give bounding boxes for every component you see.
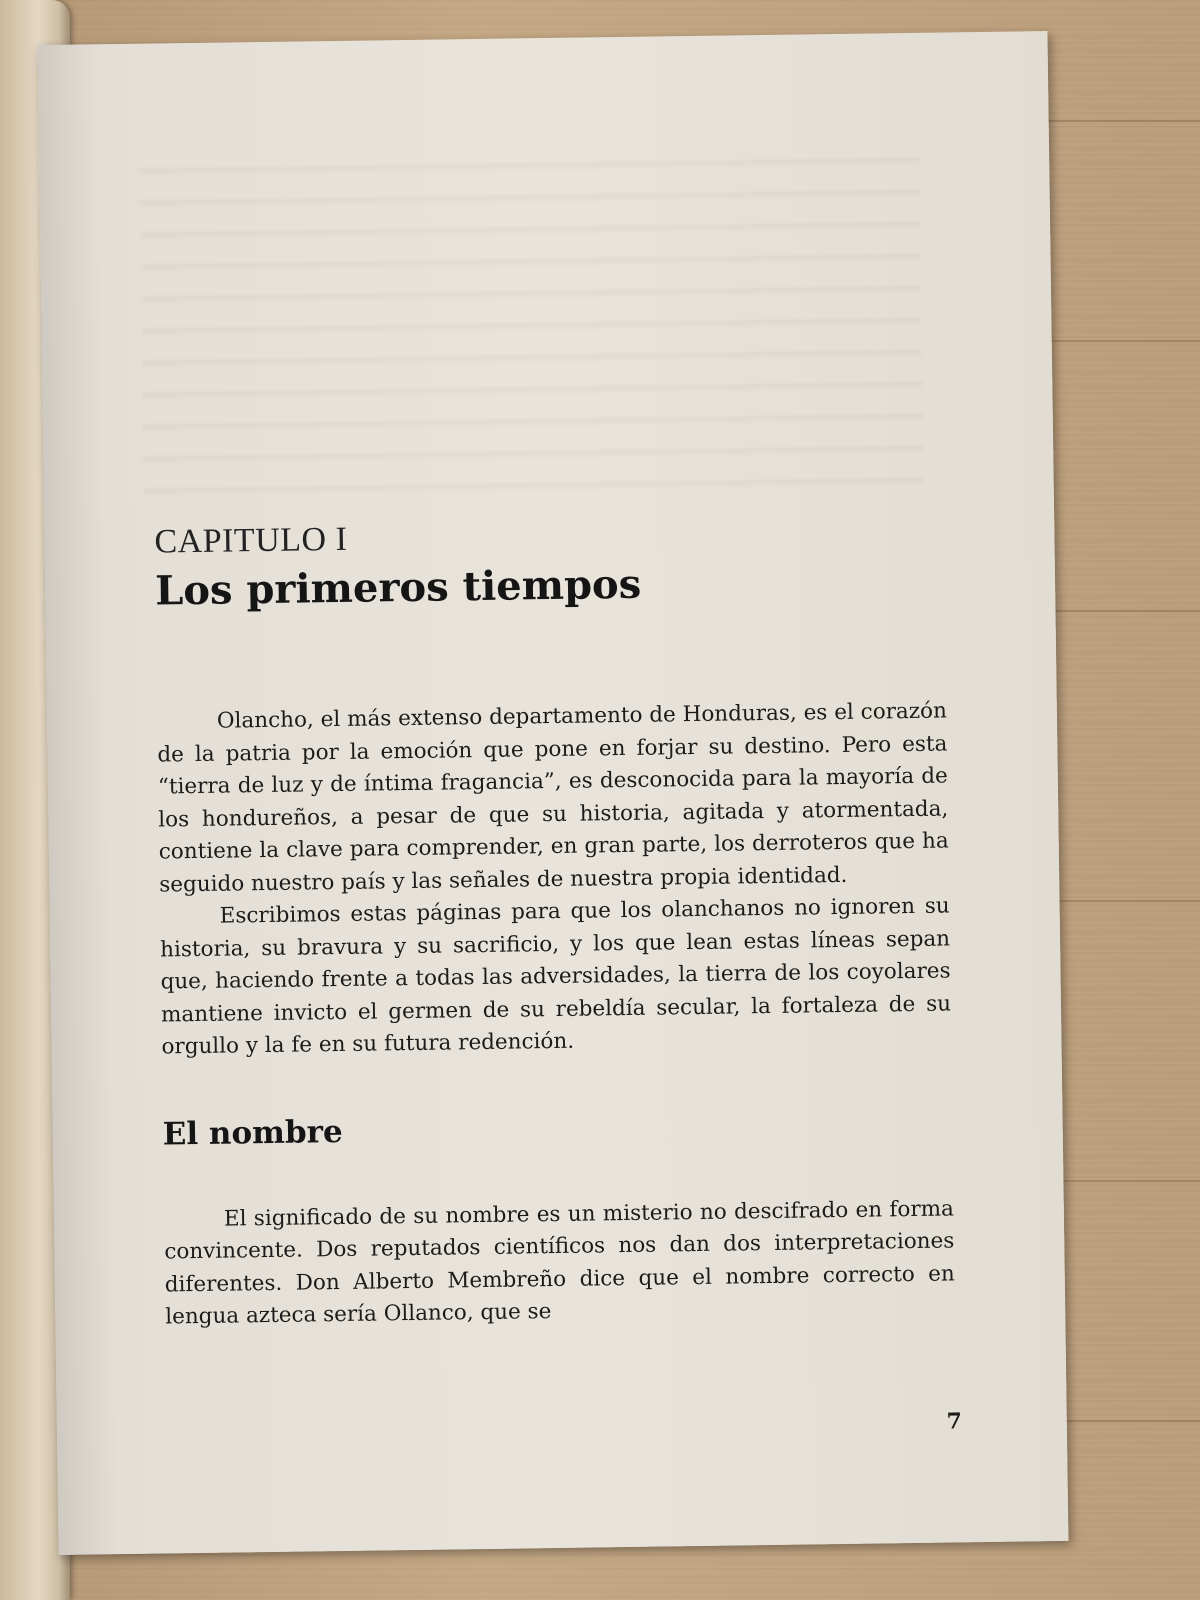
section-title: El nombre <box>162 1113 343 1152</box>
page-content <box>154 513 955 1334</box>
book-page <box>38 31 1069 1555</box>
page-number: 7 <box>946 1408 962 1435</box>
body-paragraph: Escribimos estas páginas para que los olanchanos no ignoren su historia, su bravura y su sacrificio, y los que lean estas líneas sepan que, haciendo frente a todas las adversidades, la tierra de los coyolares mantiene invicto el germen de su rebeldía secular, la fortaleza de su orgullo y la fe en su futura redención. <box>159 893 952 1060</box>
section-paragraph: El significado de su nombre es un misterio no descifrado en forma convincente. Dos reputados científicos nos dan dos interpretaciones diferentes. Don Alberto Membreño dice que el nombre correcto en lengua azteca sería Ollanco, que se <box>164 1195 955 1330</box>
body-paragraph: Olancho, el más extenso departamento de Honduras, es el corazón de la patria por la emoción que pone en forjar su destino. Pero esta “tierra de luz y de íntima fragancia”, es desconocida para la mayoría de los hondureños, a pesar de que su historia, agitada y atormentada, contiene la clave para comprender, en gran parte, los derroteros que ha seguido nuestro país y las señales de nuestra propia identidad. <box>157 698 949 898</box>
chapter-label: CAPITULO I <box>154 520 348 561</box>
chapter-title: Los primeros tiempos <box>154 560 642 615</box>
show-through-text <box>139 133 924 504</box>
